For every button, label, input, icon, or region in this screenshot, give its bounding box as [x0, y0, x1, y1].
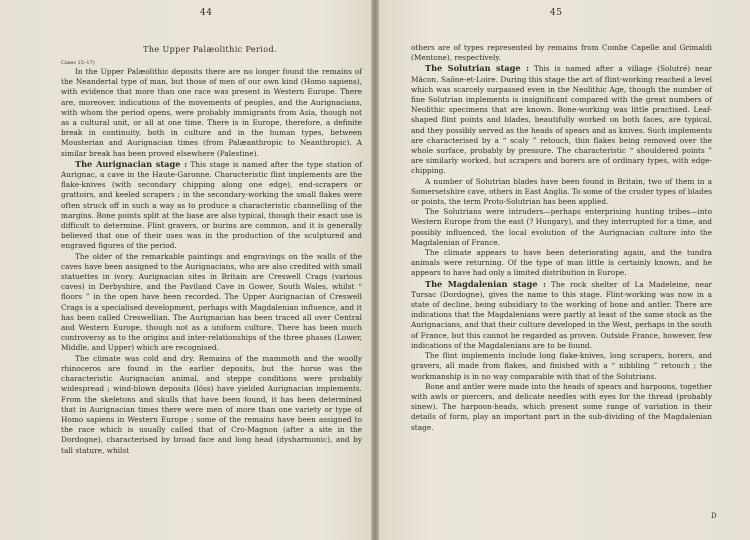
left-body-text	[61, 67, 362, 456]
paragraph: Bone and antler were made into the heads of spears and harpoons, together with awls or piercers, and delicate needles with eyes for the thread (probably sinew). The harpoon-heads, which present some range of variation in their details of form, play an important part in the sub-dividing of the Magdalenian stage.	[411, 381, 712, 432]
section-heading: The Solutrian stage :	[425, 63, 530, 74]
signature-mark: D	[711, 512, 717, 520]
case-reference: Cases 15–17)	[61, 60, 95, 66]
section-heading: The Magdalenian stage :	[425, 278, 547, 289]
paragraph: The Solutrians were intruders—perhaps enterprising hunting tribes—into Western Europe from the east (? Hungary), and they interrupted for a time, and possibly influenced, the local evolution of the Aurignacian culture into the Magdalenian of France.	[411, 207, 712, 247]
paragraph: The climate appears to have been deteriorating again, and the tundra animals were returning. Of the type of man little is certainly known, and he appears to have had only a limited distribution in Europe.	[411, 248, 712, 278]
page-number: 44	[200, 8, 213, 18]
paragraph: others are of types represented by remains from Combe Capelle and Grimaldi (Mentone), respectively.	[411, 43, 712, 63]
paragraph-aurignacian	[61, 159, 362, 252]
section-text: The rock shelter of La Madeleine, near Tursac (Dordogne), gives the name to this stage. Flint-working was now in a state of decline, being subsidiary to the working of bone and antler. There are indications that the Magdalenians were partly at least of the same stock as the Aurignacians, and that their culture developed in the West, perhaps in the south of France, but this cannot be regarded as proven. Outside France, however, few indications of the Magdalenians are to be found.	[411, 279, 712, 350]
page-number: 45	[550, 8, 563, 18]
running-head: The Upper Palæolithic Period.	[143, 45, 277, 54]
right-page	[375, 0, 750, 540]
right-body-text	[411, 43, 712, 433]
paragraph: The older of the remarkable paintings and engravings on the walls of the caves have been assigned to the Aurignacians, who are also credited with small statuettes in ivory. Aurignacian sites in Britain are Creswell Crags (various caves) in Derbyshire, and the Paviland Cave in Gower, South Wales, whilst “ floors ” in the open have been recorded. The Upper Aurignacian of Creswell Crags is a specialised development, perhaps with Magdalenian influence, and it has been called Creswellian. The Aurignacian has been traced all over Central and Western Europe, though not as a uniform culture. There has been much controversy as to the origins and inter-relationships of the three phases (Lower, Middle, and Upper) which are recognised.	[61, 251, 362, 353]
section-text: This stage is named after the type station of Aurignac, a cave in the Haute-Garonne. Characteristic flint implements are the flake-knives (with secondary chipping along one edge), end-scrapers or grattoirs, and keeled scrapers ; in the secondary-working the small flakes were often struck off in such a way as to produce a characteristic channelling of the margins. Bone points split at the base are also typical, though their exact use is difficult to determine. Flint gravers, or burins are common, and it is generally believed that one of their uses was in the production of the sculptured and engraved figures of the period.	[61, 159, 362, 251]
paragraph: A number of Solutrian blades have been found in Britain, two of them in a Somersetshire cave, others in East Anglia. To some of the cruder types of blades or points, the term Proto-Solutrian has been applied.	[411, 176, 712, 207]
paragraph: The climate was cold and dry. Remains of the mammoth and the woolly rhinoceros are found in the earlier deposits, but the horse was the characteristic Aurignacian animal, and steppe conditions were probably widespread ; wind-blown deposits (löss) have yielded Aurignacian implements. From the skeletons and skulls that have been found, it has been determined that in Aurignacian times there were men of more than one variety or type of Homo sapiens in Western Europe ; some of the remains have been assigned to the race which is usually called that of Cro-Magnon (after a site in the Dordogne), characterised by broad face and long head (dysharmonic), and by tall stature, whilst	[61, 353, 362, 455]
section-heading: The Aurignacian stage :	[75, 158, 188, 169]
paragraph: In the Upper Palæolithic deposits there are no longer found the remains of the Neandertal type of man, but those of men of our own kind (Homo sapiens), with evidence that more than one race was present in Western Europe. There are, moreover, indications of the movements of peoples, and the Aurignacians, with whom the period opens, were probably immigrants from Asia, though not as a cultural unit, or all at one time. There is in Europe, therefore, a definite break in continuity, both in culture and in the human types, between Mousterian and Aurignacian times (from Palæanthropic to Neanthropic). A similar break has been proved elsewhere (Palestine).	[61, 67, 362, 158]
section-text: This is named after a village (Solutré) near Mâcon, Saône-et-Loire. During this stage the art of flint-working reached a level which was scarcely surpassed even in the Neolithic Age, though the number of fine Solutrian implements is insignificant compared with the great numbers of Neolithic specimens that are known. Bone-working was little practised. Leaf-shaped flint points and blades, beautifully worked on both faces, are typical, and they possibly served as the heads of spears and as knives. Such implements are characterised by a “ scaly ” retouch, thin flakes being removed over the whole surface, probably by pressure. The characteristic “ shouldered points ” are similarly worked, but scrapers and borers are of ordinary types, with edge-chipping.	[411, 64, 713, 176]
paragraph: The flint implements include long flake-knives, long scrapers, borers, and gravers, all made from flakes, and finished with a “ nibbling ” retouch ; the workmanship is in no way comparable with that of the Solutrians.	[411, 351, 712, 381]
book-gutter	[371, 0, 379, 540]
paragraph-solutrian	[411, 63, 712, 176]
paragraph-magdalenian	[411, 279, 712, 351]
